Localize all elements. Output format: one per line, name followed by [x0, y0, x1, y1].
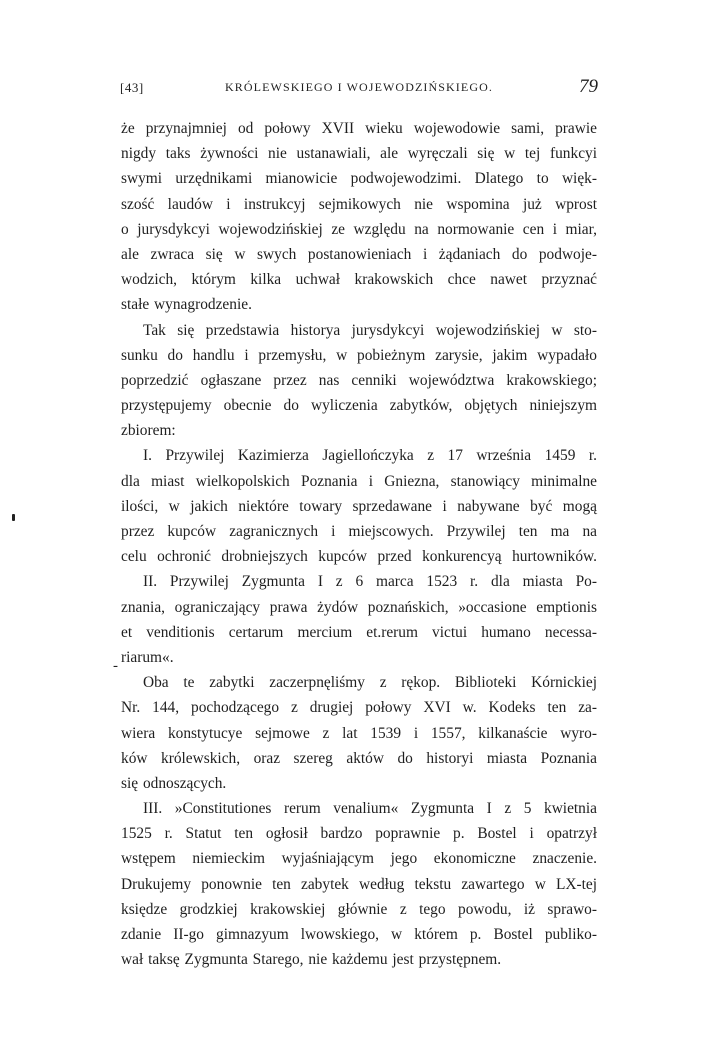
text-line: zbiorem:: [121, 422, 176, 440]
text-line: Oba te zabytki zaczerpnęliśmy z rękop. Biblioteki Kórnickiej: [143, 674, 597, 692]
text-line: przez kupców zagranicznych i miejscowych. Przywilej ten ma na: [121, 523, 597, 540]
text-line: ale zwraca się w swych postanowieniach i żądaniach do podwoje-: [121, 245, 597, 263]
page-header: [120, 76, 598, 102]
text-line: ków królewskich, oraz szereg aktów do historyi miasta Poznania: [121, 749, 597, 767]
text-line: przystępujemy obecnie do wyliczenia zabytków, objętych niniejszym: [121, 397, 597, 415]
header-signature: [43]: [120, 80, 144, 95]
text-line: stałe wynagrodzenie.: [121, 296, 252, 314]
text-line: Tak się przedstawia historya jurysdykcyi wojewodzińskiej w sto-: [143, 321, 597, 339]
text-line: wiera konstytucye sejmowe z lat 1539 i 1557, kilkanaście wyro-: [121, 724, 597, 742]
text-line: celu ochronić drobniejszych kupców przed konkurencyą hurtowników.: [121, 548, 597, 566]
margin-ink-dot: [12, 514, 15, 521]
text-line: Drukujemy ponownie ten zabytek według tekstu zawartego w LX-tej: [121, 875, 597, 893]
text-line: riarum«.: [121, 648, 174, 666]
running-title: KRÓLEWSKIEGO I WOJEWODZIŃSKIEGO.: [225, 80, 493, 94]
text-line: o jurysdykcyi wojewodzińskiej ze względu na normowanie cen i miar,: [121, 220, 597, 238]
text-line: III. »Constitutiones rerum venalium« Zygmunta I z 5 kwietnia: [143, 800, 597, 818]
text-line: się odnoszących.: [121, 774, 227, 792]
body-text: [121, 116, 597, 972]
text-line: I. Przywilej Kazimierza Jagiellończyka z 17 września 1459 r.: [143, 447, 597, 465]
page-number: 79: [579, 76, 598, 97]
text-line: że przynajmniej od połowy XVII wieku wojewodowie sami, prawie: [121, 120, 597, 137]
text-line: poprzedzić ogłaszane przez nas cenniki województwa krakowskiego;: [121, 371, 597, 389]
text-line: ilości, w jakich niektóre towary sprzedawane i nabywane być mogą: [121, 497, 597, 515]
text-line: dla miast wielkopolskich Poznania i Gniezna, stanowiący minimalne: [121, 472, 597, 490]
text-line: swymi urzędnikami mianowicie podwojewodzimi. Dlatego to więk-: [121, 170, 597, 188]
text-line: II. Przywilej Zygmunta I z 6 marca 1523 r. dla miasta Po-: [143, 573, 597, 591]
text-line: et venditionis certarum mercium et.rerum victui humano necessa-: [121, 623, 597, 641]
text-line: wał taksę Zygmunta Starego, nie każdemu jest przystępnem.: [121, 951, 502, 969]
text-line: 1525 r. Statut ten ogłosił bardzo poprawnie p. Bostel i opatrzył: [121, 825, 597, 843]
text-line: księdze grodzkiej krakowskiej głównie z tego powodu, iż sprawo-: [121, 900, 597, 918]
text-line: zdanie II-go gimnazyum lwowskiego, w którem p. Bostel publiko-: [121, 926, 597, 943]
text-line: Nr. 144, pochodzącego z drugiej połowy XVI w. Kodeks ten za-: [121, 699, 597, 717]
text-line: znania, ograniczający prawa żydów poznańskich, »occasione emptionis: [121, 598, 597, 616]
margin-mark: -: [113, 658, 118, 674]
text-line: wodzich, którym kilka uchwał krakowskich chce nawet przyznać: [121, 271, 597, 289]
text-line: szość laudów i instrukcyj sejmikowych nie wspomina już wprost: [121, 195, 597, 213]
text-line: nigdy taks żywności nie ustanawiali, ale wyręczali się w tej funkcyi: [121, 145, 597, 163]
text-line: wstępem niemieckim wyjaśniającym jego ekonomiczne znaczenie.: [121, 850, 597, 868]
text-line: sunku do handlu i przemysłu, w pobieżnym zarysie, jakim wypadało: [121, 346, 597, 364]
